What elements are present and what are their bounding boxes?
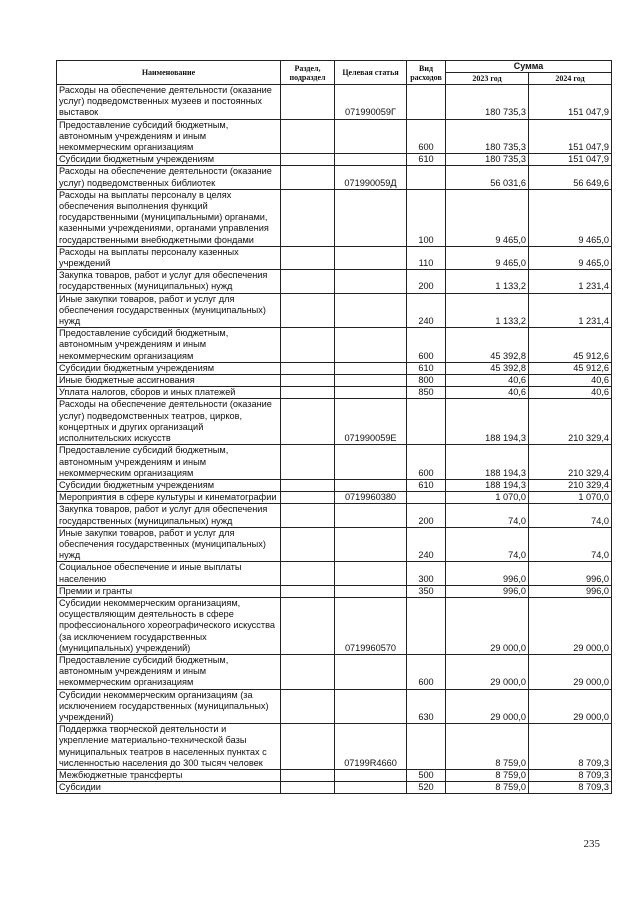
row-sum-2023: 1 133,2 <box>446 293 529 328</box>
row-sum-2024: 210 329,4 <box>529 479 612 491</box>
row-name: Расходы на выплаты персоналу казенных учреждений <box>57 246 281 269</box>
table-row <box>57 492 612 504</box>
row-sum-2023: 40,6 <box>446 375 529 387</box>
row-expense-type <box>407 399 446 445</box>
row-expense-type <box>407 85 446 120</box>
table-row <box>57 445 612 480</box>
row-sum-2024: 1 231,4 <box>529 270 612 293</box>
row-section <box>281 782 335 794</box>
row-section <box>281 246 335 269</box>
table-row <box>57 119 612 154</box>
row-sum-2023: 9 465,0 <box>446 189 529 246</box>
row-name: Мероприятия в сфере культуры и кинематографии <box>57 492 281 504</box>
row-sum-2023: 8 759,0 <box>446 724 529 770</box>
row-section <box>281 689 335 724</box>
table-row <box>57 782 612 794</box>
row-sum-2023: 188 194,3 <box>446 399 529 445</box>
row-name: Расходы на обеспечение деятельности (оказание услуг) подведомственных музеев и постоянных выставок <box>57 85 281 120</box>
row-name: Межбюджетные трансферты <box>57 769 281 781</box>
row-expense-type: 800 <box>407 375 446 387</box>
row-section <box>281 119 335 154</box>
row-sum-2023: 45 392,8 <box>446 328 529 363</box>
row-target <box>335 654 407 689</box>
row-sum-2024: 151 047,9 <box>529 119 612 154</box>
row-expense-type: 240 <box>407 293 446 328</box>
table-row <box>57 270 612 293</box>
row-name: Субсидии бюджетным учреждениям <box>57 362 281 374</box>
row-target <box>335 445 407 480</box>
header-sum: Сумма <box>446 61 612 73</box>
row-target <box>335 769 407 781</box>
row-expense-type <box>407 724 446 770</box>
row-target: 071990059Д <box>335 166 407 189</box>
row-section <box>281 492 335 504</box>
row-sum-2024: 74,0 <box>529 527 612 562</box>
table-row <box>57 399 612 445</box>
row-expense-type: 300 <box>407 562 446 585</box>
row-sum-2024: 74,0 <box>529 504 612 527</box>
row-expense-type: 100 <box>407 189 446 246</box>
row-name: Расходы на обеспечение деятельности (оказание услуг) подведомственных театров, цирков, концертных и других организаций исполнительских искусств <box>57 399 281 445</box>
row-name: Закупка товаров, работ и услуг для обеспечения государственных (муниципальных) нужд <box>57 270 281 293</box>
row-expense-type: 200 <box>407 270 446 293</box>
row-sum-2024: 996,0 <box>529 585 612 597</box>
table-row <box>57 654 612 689</box>
row-sum-2023: 8 759,0 <box>446 782 529 794</box>
row-target <box>335 328 407 363</box>
row-expense-type: 600 <box>407 119 446 154</box>
row-target <box>335 585 407 597</box>
row-target <box>335 246 407 269</box>
row-target <box>335 504 407 527</box>
row-target <box>335 689 407 724</box>
header-name: Наименование <box>57 61 281 85</box>
row-target <box>335 189 407 246</box>
row-sum-2023: 1 070,0 <box>446 492 529 504</box>
row-sum-2024: 1 070,0 <box>529 492 612 504</box>
row-target <box>335 119 407 154</box>
row-sum-2023: 45 392,8 <box>446 362 529 374</box>
row-expense-type: 600 <box>407 654 446 689</box>
budget-table <box>56 60 612 794</box>
row-sum-2023: 9 465,0 <box>446 246 529 269</box>
table-header <box>57 61 612 85</box>
row-sum-2024: 151 047,9 <box>529 85 612 120</box>
row-name: Иные закупки товаров, работ и услуг для обеспечения государственных (муниципальных) нужд <box>57 293 281 328</box>
row-expense-type <box>407 492 446 504</box>
row-name: Предоставление субсидий бюджетным, автономным учреждениям и иным некоммерческим организациям <box>57 328 281 363</box>
table-row <box>57 328 612 363</box>
table-row <box>57 504 612 527</box>
row-section <box>281 769 335 781</box>
table-body <box>57 85 612 794</box>
row-section <box>281 562 335 585</box>
row-target: 07199R4660 <box>335 724 407 770</box>
row-expense-type: 110 <box>407 246 446 269</box>
header-section: Раздел, подраздел <box>281 61 335 85</box>
row-name: Субсидии некоммерческим организациям (за исключением государственных (муниципальных) учреждений) <box>57 689 281 724</box>
table-row <box>57 85 612 120</box>
row-target <box>335 293 407 328</box>
header-expense-type: Вид расходов <box>407 61 446 85</box>
row-sum-2023: 29 000,0 <box>446 654 529 689</box>
row-sum-2024: 1 231,4 <box>529 293 612 328</box>
row-section <box>281 445 335 480</box>
row-sum-2024: 9 465,0 <box>529 246 612 269</box>
row-sum-2024: 45 912,6 <box>529 328 612 363</box>
row-sum-2024: 45 912,6 <box>529 362 612 374</box>
row-expense-type: 520 <box>407 782 446 794</box>
row-sum-2024: 9 465,0 <box>529 189 612 246</box>
row-name: Уплата налогов, сборов и иных платежей <box>57 387 281 399</box>
row-name: Субсидии бюджетным учреждениям <box>57 154 281 166</box>
row-sum-2024: 29 000,0 <box>529 689 612 724</box>
row-sum-2023: 29 000,0 <box>446 597 529 654</box>
row-name: Субсидии <box>57 782 281 794</box>
row-expense-type: 500 <box>407 769 446 781</box>
table-row <box>57 597 612 654</box>
row-expense-type <box>407 166 446 189</box>
row-section <box>281 154 335 166</box>
row-sum-2023: 29 000,0 <box>446 689 529 724</box>
row-sum-2023: 188 194,3 <box>446 445 529 480</box>
row-target <box>335 154 407 166</box>
row-sum-2024: 56 649,6 <box>529 166 612 189</box>
row-expense-type: 630 <box>407 689 446 724</box>
row-target <box>335 362 407 374</box>
row-target: 0719960570 <box>335 597 407 654</box>
table-row <box>57 585 612 597</box>
row-sum-2023: 8 759,0 <box>446 769 529 781</box>
table-row <box>57 479 612 491</box>
row-sum-2023: 996,0 <box>446 562 529 585</box>
table-row <box>57 562 612 585</box>
table-row <box>57 375 612 387</box>
row-name: Поддержка творческой деятельности и укрепление материально-технической базы муниципальных театров в населенных пунктах с численностью населения до 300 тысяч человек <box>57 724 281 770</box>
row-name: Расходы на обеспечение деятельности (оказание услуг) подведомственных библиотек <box>57 166 281 189</box>
row-expense-type: 610 <box>407 154 446 166</box>
row-expense-type: 200 <box>407 504 446 527</box>
row-name: Премии и гранты <box>57 585 281 597</box>
row-sum-2024: 8 709,3 <box>529 724 612 770</box>
row-sum-2023: 40,6 <box>446 387 529 399</box>
row-section <box>281 387 335 399</box>
row-sum-2024: 40,6 <box>529 375 612 387</box>
row-section <box>281 375 335 387</box>
header-target: Целевая статья <box>335 61 407 85</box>
row-expense-type: 600 <box>407 445 446 480</box>
row-sum-2023: 56 031,6 <box>446 166 529 189</box>
row-section <box>281 166 335 189</box>
row-target <box>335 527 407 562</box>
row-sum-2023: 74,0 <box>446 527 529 562</box>
row-sum-2023: 180 735,3 <box>446 154 529 166</box>
row-sum-2023: 1 133,2 <box>446 270 529 293</box>
row-target <box>335 270 407 293</box>
table-row <box>57 166 612 189</box>
row-target <box>335 479 407 491</box>
table-row <box>57 246 612 269</box>
row-expense-type <box>407 597 446 654</box>
table-row <box>57 362 612 374</box>
table-row <box>57 769 612 781</box>
row-sum-2024: 210 329,4 <box>529 445 612 480</box>
row-expense-type: 240 <box>407 527 446 562</box>
row-sum-2023: 188 194,3 <box>446 479 529 491</box>
header-year-2024: 2024 год <box>529 73 612 85</box>
row-expense-type: 610 <box>407 479 446 491</box>
row-target: 0719960380 <box>335 492 407 504</box>
row-expense-type: 350 <box>407 585 446 597</box>
row-section <box>281 270 335 293</box>
table-row <box>57 387 612 399</box>
row-section <box>281 362 335 374</box>
row-target <box>335 375 407 387</box>
header-year-2023: 2023 год <box>446 73 529 85</box>
row-section <box>281 399 335 445</box>
row-name: Субсидии бюджетным учреждениям <box>57 479 281 491</box>
row-sum-2024: 8 709,3 <box>529 769 612 781</box>
row-name: Субсидии некоммерческим организациям, осуществляющим деятельность в сфере профессионального хореографического искусства (за исключением государственных (муниципальных) учреждений) <box>57 597 281 654</box>
row-sum-2024: 996,0 <box>529 562 612 585</box>
row-sum-2023: 74,0 <box>446 504 529 527</box>
table-row <box>57 154 612 166</box>
row-sum-2023: 996,0 <box>446 585 529 597</box>
row-name: Расходы на выплаты персоналу в целях обеспечения выполнения функций государственными (муниципальными) органами, казенными учреждениями, органами управления государственными внебюджетными фондами <box>57 189 281 246</box>
row-sum-2024: 40,6 <box>529 387 612 399</box>
table-row <box>57 724 612 770</box>
row-name: Предоставление субсидий бюджетным, автономным учреждениям и иным некоммерческим организациям <box>57 654 281 689</box>
row-target <box>335 562 407 585</box>
row-name: Иные бюджетные ассигнования <box>57 375 281 387</box>
row-section <box>281 479 335 491</box>
row-section <box>281 585 335 597</box>
row-sum-2024: 210 329,4 <box>529 399 612 445</box>
row-name: Иные закупки товаров, работ и услуг для обеспечения государственных (муниципальных) нужд <box>57 527 281 562</box>
row-sum-2024: 8 709,3 <box>529 782 612 794</box>
row-section <box>281 189 335 246</box>
table-row <box>57 527 612 562</box>
row-target <box>335 782 407 794</box>
table-row <box>57 689 612 724</box>
row-section <box>281 724 335 770</box>
row-sum-2024: 151 047,9 <box>529 154 612 166</box>
row-section <box>281 328 335 363</box>
row-section <box>281 293 335 328</box>
row-section <box>281 597 335 654</box>
row-name: Социальное обеспечение и иные выплаты населению <box>57 562 281 585</box>
table-row <box>57 189 612 246</box>
row-name: Предоставление субсидий бюджетным, автономным учреждениям и иным некоммерческим организациям <box>57 445 281 480</box>
row-sum-2023: 180 735,3 <box>446 119 529 154</box>
row-sum-2024: 29 000,0 <box>529 654 612 689</box>
row-expense-type: 610 <box>407 362 446 374</box>
row-sum-2023: 180 735,3 <box>446 85 529 120</box>
row-target: 071990059Г <box>335 85 407 120</box>
page-number: 235 <box>583 838 600 850</box>
row-name: Предоставление субсидий бюджетным, автономным учреждениям и иным некоммерческим организациям <box>57 119 281 154</box>
table-row <box>57 293 612 328</box>
row-section <box>281 527 335 562</box>
row-expense-type: 600 <box>407 328 446 363</box>
row-target: 071990059Е <box>335 399 407 445</box>
row-name: Закупка товаров, работ и услуг для обеспечения государственных (муниципальных) нужд <box>57 504 281 527</box>
row-target <box>335 387 407 399</box>
row-section <box>281 654 335 689</box>
row-section <box>281 85 335 120</box>
row-expense-type: 850 <box>407 387 446 399</box>
row-section <box>281 504 335 527</box>
row-sum-2024: 29 000,0 <box>529 597 612 654</box>
